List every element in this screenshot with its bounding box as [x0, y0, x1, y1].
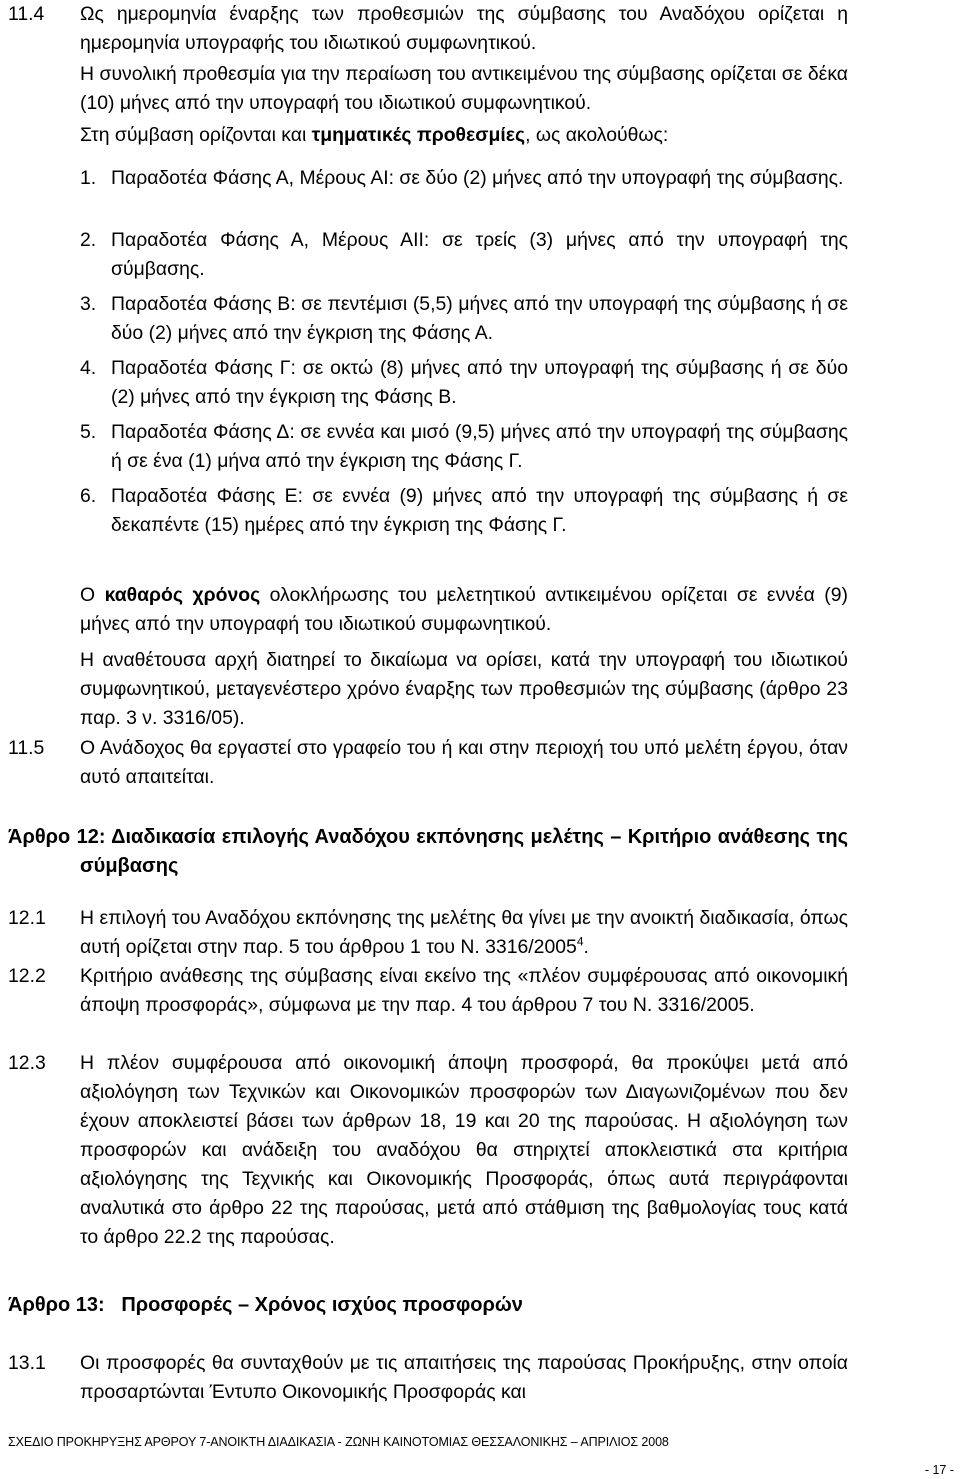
paragraph: Κριτήριο ανάθεσης της σύμβασης είναι εκείνο της «πλέον συμφέρουσας από οικονομική άποψη προσφοράς», σύμφωνα με την παρ. 4 του άρθρου 7 του Ν. 3316/2005. [80, 965, 848, 1016]
article-heading: Άρθρο 13: Προσφορές – Χρόνος ισχύος προσφορών [8, 1294, 523, 1316]
list-item: Παραδοτέα Φάσης Α, Μέρους ΑΙ: σε δύο (2) μήνες από την υπογραφή της σύμβασης. [111, 167, 844, 189]
list-number: 1. [80, 167, 97, 189]
list-number: 6. [80, 485, 97, 507]
list-item: Παραδοτέα Φάσης Α, Μέρους ΑΙΙ: σε τρείς (3) μήνες από την υπογραφή της σύμβασης. [111, 229, 848, 280]
list-number: 4. [80, 357, 97, 379]
section-number: 12.3 [8, 1052, 46, 1074]
list-item: Παραδοτέα Φάσης Δ: σε εννέα και μισό (9,5) μήνες από την υπογραφή της σύμβασης ή σε ένα (1) μήνα από την έγκριση της Φάσης Γ. [111, 421, 848, 472]
paragraph: Η πλέον συμφέρουσα από οικονομική άποψη προσφορά, θα προκύψει μετά από αξιολόγηση των Τεχνικών και Οικονομικών προσφορών των Διαγωνιζομένων που δεν έχουν αποκλειστεί βάσει των άρθρων 18, 19 και 20 της παρούσας. Η αξιολόγηση των προσφορών και ανάδειξη του αναδόχου θα στηριχτεί αποκλειστικά στα κριτήρια αξιολόγησης της Τεχνικής και Οικονομικής Προσφοράς, όπως αυτά περιγράφονται αναλυτικά στο άρθρο 22 της παρούσας, μετά από στάθμιση της βαθμολογίας τους κατά το άρθρο 22.2 της παρούσας. [80, 1052, 848, 1248]
list-number: 3. [80, 293, 97, 315]
section-number: 12.2 [8, 965, 46, 987]
paragraph: Στη σύμβαση ορίζονται και τμηματικές προθεσμίες, ως ακολούθως: [80, 124, 669, 146]
section-number: 12.1 [8, 907, 46, 929]
section-number: 13.1 [8, 1352, 46, 1374]
list-number: 5. [80, 421, 97, 443]
paragraph: Ο καθαρός χρόνος ολοκλήρωσης του μελετητικού αντικειμένου ορίζεται σε εννέα (9) μήνες από την υπογραφή του ιδιωτικού συμφωνητικού. [80, 584, 848, 635]
section-number: 11.4 [8, 3, 45, 25]
paragraph: Ο Ανάδοχος θα εργαστεί στο γραφείο του ή και στην περιοχή του υπό μελέτη έργου, όταν αυτό απαιτείται. [80, 737, 848, 788]
paragraph: Η αναθέτουσα αρχή διατηρεί το δικαίωμα να ορίσει, κατά την υπογραφή του ιδιωτικού συμφωνητικού, μεταγενέστερο χρόνο έναρξης των προθεσμιών της σύμβασης (άρθρο 23 παρ. 3 ν. 3316/05). [80, 649, 848, 729]
paragraph: Οι προσφορές θα συνταχθούν με τις απαιτήσεις της παρούσας Προκήρυξης, στην οποία προσαρτώνται Έντυπο Οικονομικής Προσφοράς και [80, 1352, 848, 1403]
page-footer: ΣΧΕΔΙΟ ΠΡΟΚΗΡΥΞΗΣ ΑΡΘΡΟΥ 7-ΑΝΟΙΚΤΗ ΔΙΑΔΙΚΑΣΙΑ - ΖΩΝΗ ΚΑΙΝΟΤΟΜΙΑΣ ΘΕΣΣΑΛΟΝΙΚΗΣ – ΑΠΡΙΛΙΟΣ 2008 [8, 1435, 669, 1449]
article-heading: Άρθρο 12: Διαδικασία επιλογής Αναδόχου εκπόνησης μελέτης – Κριτήριο ανάθεσης της σύμβασης [8, 826, 848, 877]
list-number: 2. [80, 229, 97, 251]
paragraph: Ως ημερομηνία έναρξης των προθεσμιών της σύμβασης του Αναδόχου ορίζεται η ημερομηνία υπογραφής του ιδιωτικού συμφωνητικού. [80, 3, 848, 54]
paragraph: Η συνολική προθεσμία για την περαίωση του αντικειμένου της σύμβασης ορίζεται σε δέκα (10) μήνες από την υπογραφή του ιδιωτικού συμφωνητικού. [80, 63, 848, 114]
list-item: Παραδοτέα Φάσης Ε: σε εννέα (9) μήνες από την υπογραφή της σύμβασης ή σε δεκαπέντε (15) ημέρες από την έγκριση της Φάσης Γ. [111, 485, 848, 536]
list-item: Παραδοτέα Φάσης Β: σε πεντέμισι (5,5) μήνες από την υπογραφή της σύμβασης ή σε δύο (2) μήνες από την έγκριση της Φάσης Α. [111, 293, 848, 344]
list-item: Παραδοτέα Φάσης Γ: σε οκτώ (8) μήνες από την υπογραφή της σύμβασης ή σε δύο (2) μήνες από την έγκριση της Φάσης Β. [111, 357, 848, 408]
paragraph: Η επιλογή του Αναδόχου εκπόνησης της μελέτης θα γίνει με την ανοικτή διαδικασία, όπως αυτή ορίζεται στην παρ. 5 του άρθρου 1 του Ν. 3316/2005$^4$. [80, 907, 848, 958]
footnote-ref: 4 [576, 934, 584, 949]
section-number: 11.5 [8, 737, 45, 759]
page-number: - 17 - [924, 1463, 954, 1477]
